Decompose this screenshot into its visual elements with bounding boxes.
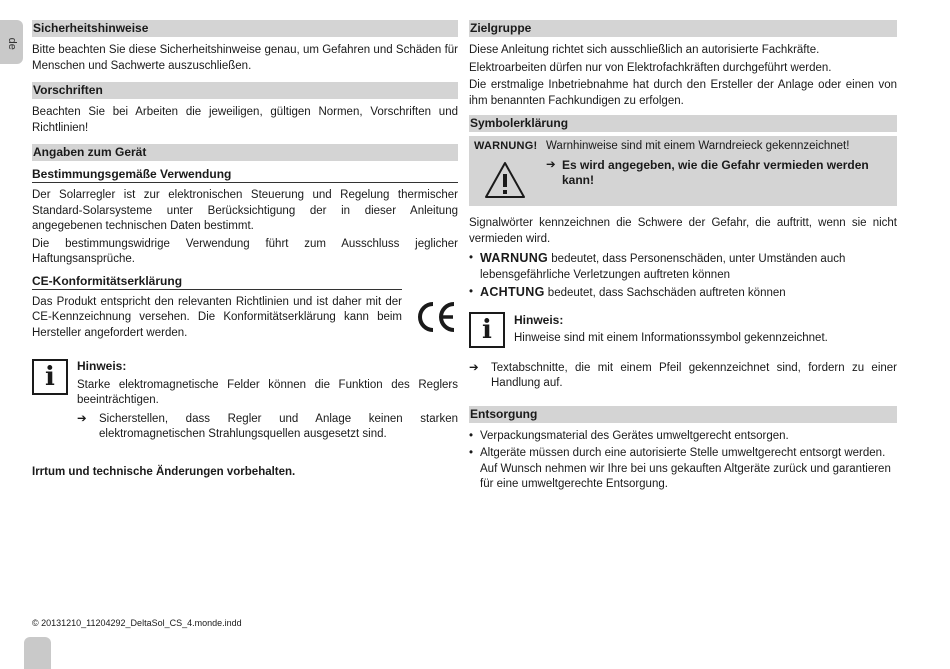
warning-label: WARNUNG! (474, 140, 538, 152)
info-note-text: Hinweise sind mit einem Informationssymbol gekennzeichnet. (514, 332, 828, 344)
signal-word-warnung: WARNUNG (480, 251, 549, 265)
footer-file-info: © 20131210_11204292_DeltaSol_CS_4.monde.indd (32, 618, 242, 628)
target-text-1: Diese Anleitung richtet sich ausschließlich an autorisierte Fachkräfte. (469, 44, 820, 56)
list-item: • WARNUNG bedeutet, dass Personenschäden, unter Umständen auch lebensgefährliche Verletzungen auftreten können (469, 251, 846, 281)
language-tab-label: de (5, 37, 18, 50)
signal-word-achtung: ACHTUNG (480, 285, 545, 299)
info-icon: i (469, 312, 505, 348)
warning-action-text: Es wird angegeben, wie die Gefahr vermieden werden kann! (562, 157, 869, 187)
intended-use-heading: Bestimmungsgemäße Verwendung (32, 167, 458, 183)
intended-use-text-1: Der Solarregler ist zur elektronischen Steuerung und Regelung thermischer Standard-Solarsysteme unter Berücksichtigung der in dieser Anleitung angegebenen technischen Daten bestimmt. (32, 189, 458, 232)
ce-section (32, 295, 458, 342)
warning-action (546, 158, 891, 189)
disclaimer: Irrtum und technische Änderungen vorbehalten. (32, 465, 296, 478)
arrow-right-icon: ➔ (469, 361, 479, 374)
ce-text: Das Produkt entspricht den relevanten Richtlinien und ist daher mit der CE-Kennzeichnung versehen. Die Konformitätserklärung kann beim Hersteller angefordert werden. (32, 295, 402, 339)
list-item: • Altgeräte müssen durch eine autorisierte Stelle umweltgerecht entsorgt werden. Auf Wunsch nehmen wir Ihre bei uns gekauften Altgeräte zurück und garantieren für eine umweltgerechte Entsorgung. (469, 447, 891, 490)
device-heading: Angaben zum Gerät (32, 144, 458, 161)
arrow-right-icon: ➔ (546, 158, 556, 171)
ce-mark-icon (416, 301, 458, 333)
disposal-heading: Entsorgung (469, 406, 897, 423)
safety-text: Bitte beachten Sie diese Sicherheitshinweise genau, um Gefahren und Schäden für Menschen und Sachwerte auszuschließen. (32, 44, 458, 72)
warning-text: Warnhinweise sind mit einem Warndreieck gekennzeichnet! (546, 140, 850, 152)
page-number-tab (24, 637, 51, 669)
signal-word-list (469, 251, 897, 302)
arrow-right-icon: ➔ (77, 412, 87, 425)
warning-triangle-icon (484, 161, 526, 199)
emc-note-action (77, 412, 458, 445)
info-symbol-note (469, 312, 897, 349)
arrow-explanation (469, 361, 897, 394)
emc-note-heading: Hinweis: (77, 359, 127, 373)
right-column (469, 20, 897, 495)
signal-words-text: Signalwörter kennzeichnen die Schwere der Gefahr, die auftritt, wenn sie nicht vermieden wird. (469, 217, 897, 245)
info-note-heading: Hinweis: (514, 312, 564, 327)
info-icon: i (32, 359, 68, 395)
safety-heading: Sicherheitshinweise (32, 20, 458, 37)
emc-note-action-text: Sicherstellen, dass Regler und Anlage keinen starken elektromagnetischen Strahlungsquellen ausgesetzt sind. (99, 412, 458, 440)
emc-note-text: Starke elektromagnetische Felder können die Funktion des Reglers beeinträchtigen. (77, 378, 458, 406)
left-column (32, 20, 458, 480)
ce-heading: CE-Konformitätserklärung (32, 274, 402, 290)
arrow-explanation-text: Textabschnitte, die mit einem Pfeil gekennzeichnet sind, fordern zu einer Handlung auf. (491, 361, 897, 389)
list-item: • Verpackungsmaterial des Gerätes umweltgerecht entsorgen. (469, 429, 789, 442)
language-tab (0, 20, 23, 64)
warning-box (469, 136, 897, 206)
target-text-2: Elektroarbeiten dürfen nur von Elektrofachkräften durchgeführt werden. (469, 61, 832, 74)
list-item: • ACHTUNG bedeutet, dass Sachschäden auftreten können (469, 285, 786, 299)
regulations-heading: Vorschriften (32, 82, 458, 99)
target-text-3: Die erstmalige Inbetriebnahme hat durch den Ersteller der Anlage oder einen von ihm benannten Fachkundigen zu erfolgen. (469, 79, 897, 107)
regulations-text: Beachten Sie bei Arbeiten die jeweiligen, gültigen Normen, Vorschriften und Richtlinien! (32, 106, 458, 134)
emc-note (32, 359, 458, 445)
target-group-heading: Zielgruppe (469, 20, 897, 37)
disposal-list (469, 429, 897, 493)
intended-use-text-2: Die bestimmungswidrige Verwendung führt zum Ausschluss jeglicher Haftungsansprüche. (32, 237, 458, 265)
symbols-heading: Symbolerklärung (469, 115, 897, 132)
